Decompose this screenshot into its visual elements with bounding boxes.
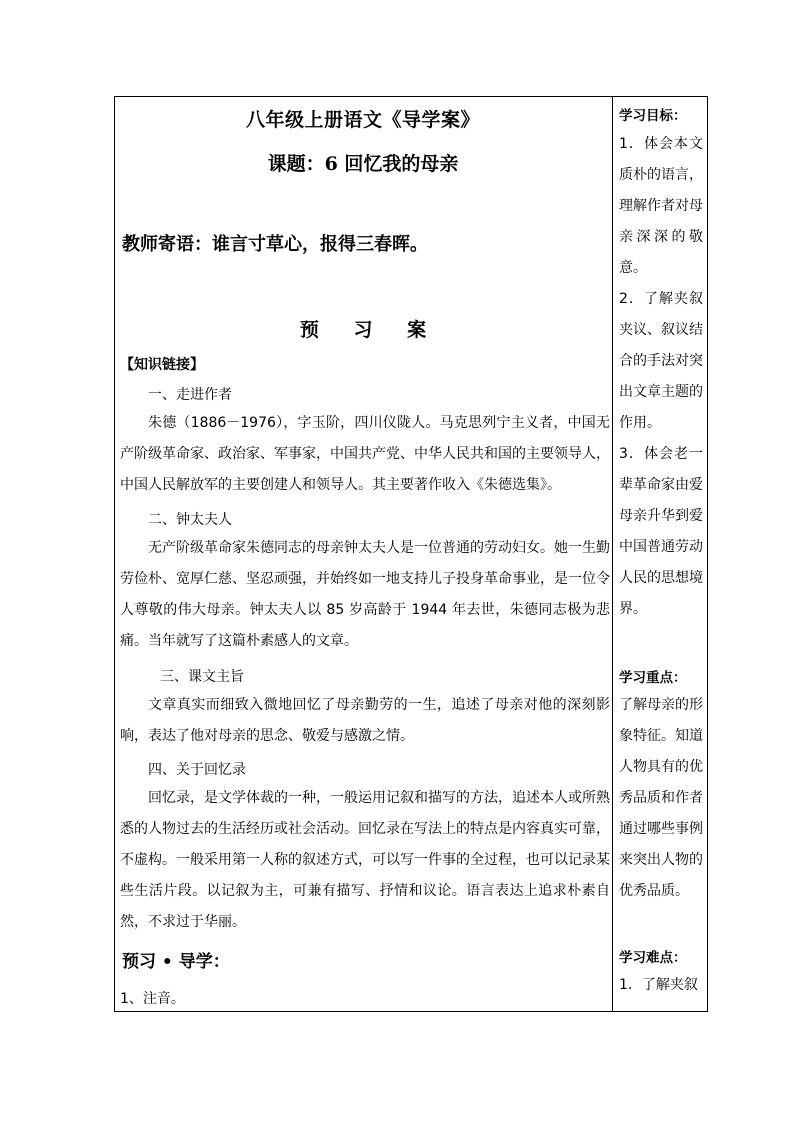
- lesson-title: 课题：6 回忆我的母亲: [267, 153, 459, 175]
- focus-heading: 学习重点：: [619, 670, 687, 686]
- preview-section-title: 预 习 案: [299, 319, 441, 341]
- section-text-theme: 文章真实而细致入微地回忆了母亲勤劳的一生，追述了母亲对他的深刻影响，表达了他对母亲的思念、敬爱与感激之情。: [120, 697, 610, 744]
- document-title: 八年级上册语文《导学案》: [245, 109, 480, 131]
- difficulty-heading: 学习难点：: [619, 950, 687, 966]
- main-column: [114, 96, 612, 1012]
- goal-2: 2．了解夹叙夹议、叙议结合的手法对突出文章主题的作用。: [619, 291, 703, 431]
- sidebar-column: [613, 96, 708, 1012]
- section-text-mother: 无产阶级革命家朱德同志的母亲钟太夫人是一位普通的劳动妇女。她一生勤劳俭朴、宽厚仁慈、坚忍顽强，并始终如一地支持儿子投身革命事业，是一位令人尊敬的伟大母亲。钟太夫人以 85 岁高龄于 1944 年去世，朱德同志极为悲痛。当年就写了这篇朴素感人的文章。: [120, 540, 610, 649]
- goal-3: 3．体会老一辈革命家由爱母亲升华到爱中国普通劳动人民的思想境界。: [619, 446, 703, 617]
- preview-guide-heading: 预习 • 导学：: [122, 952, 230, 972]
- knowledge-link-tag: 【知识链接】: [120, 357, 204, 373]
- section-heading-theme: 三、课文主旨: [160, 669, 244, 685]
- goals-heading: 学习目标：: [619, 108, 687, 124]
- focus-text: 了解母亲的形象特征。知道人物具有的优秀品质和作者通过哪些事例来突出人物的优秀品质。: [619, 697, 703, 899]
- difficulty-1: 1．了解夹叙: [619, 977, 698, 993]
- section-text-memoir: 回忆录，是文学体裁的一种，一般运用记叙和描写的方法，追述本人或所熟悉的人物过去的生活经历或社会活动。回忆录在写法上的特点是内容真实可靠，不虚构。一般采用第一人称的叙述方式，可以写一件事的全过程，也可以记录某些生活片段。以记叙为主，可兼有描写、抒情和议论。语言表达上追求朴素自然，不求过于华丽。: [120, 790, 610, 930]
- section-text-author: 朱德（1886－1976），字玉阶，四川仪陇人。马克思列宁主义者，中国无产阶级革命家、政治家、军事家，中国共产党、中华人民共和国的主要领导人，中国人民解放军的主要创建人和领导人。其主要著作收入《朱德选集》。: [120, 415, 610, 493]
- section-heading-author: 一、走进作者: [148, 387, 232, 403]
- goal-1: 1．体会本文质朴的语言，理解作者对母亲深深的敬意。: [619, 136, 703, 276]
- pronunciation-item: 1、注音。: [120, 991, 185, 1007]
- section-heading-memoir: 四、关于回忆录: [148, 762, 246, 778]
- teacher-message: 教师寄语：谁言寸草心，报得三春晖。: [122, 234, 428, 255]
- section-heading-mother: 二、钟太夫人: [148, 512, 232, 528]
